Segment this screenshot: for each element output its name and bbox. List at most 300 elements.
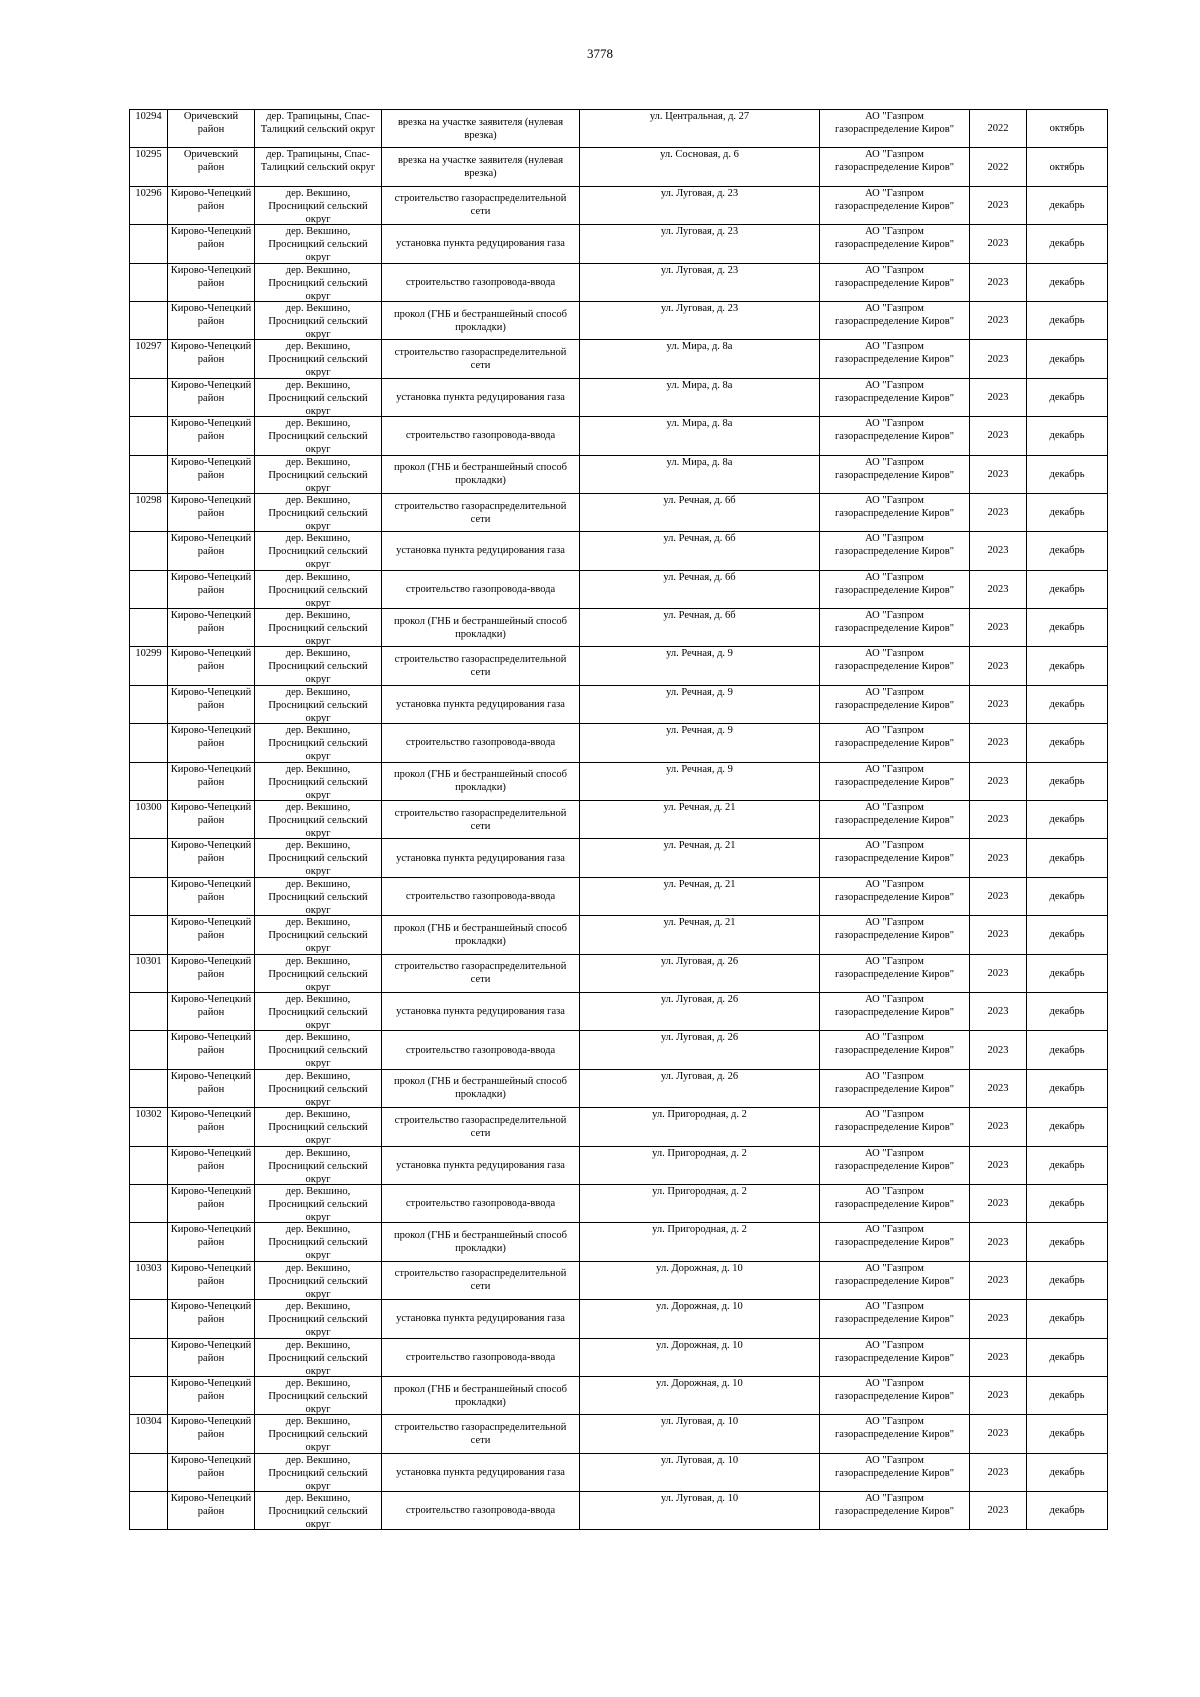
month-cell — [1027, 685, 1108, 723]
year-cell-text: 2023 — [987, 737, 1009, 749]
work-type-cell — [382, 110, 580, 148]
work-type-cell-text: строительство газопровода-ввода — [405, 276, 556, 288]
year-cell-text: 2023 — [987, 545, 1009, 557]
month-cell — [1027, 532, 1108, 570]
address-cell-text: ул. Мира, д. 8а — [666, 418, 733, 430]
settlement-cell-text: дер. Векшино, Просницкий сельский округ — [268, 878, 368, 915]
address-cell — [580, 916, 820, 954]
address-cell-text: ул. Речная, д. 21 — [663, 802, 736, 814]
district-cell — [168, 1453, 255, 1491]
year-cell — [970, 340, 1027, 378]
month-cell-text: октябрь — [1049, 123, 1085, 135]
address-cell — [580, 1223, 820, 1261]
district-cell-text: Кирово-Чепецкий район — [170, 1416, 252, 1441]
object-number-cell — [130, 1492, 168, 1530]
table-row — [130, 1031, 1108, 1069]
organization-cell — [820, 570, 970, 608]
year-cell — [970, 1261, 1027, 1299]
settlement-cell-text: дер. Векшино, Просницкий сельский округ — [268, 1147, 368, 1184]
year-cell — [970, 1108, 1027, 1146]
month-cell — [1027, 186, 1108, 224]
month-cell-text: декабрь — [1049, 891, 1085, 902]
work-type-cell — [382, 1492, 580, 1530]
organization-cell — [820, 801, 970, 839]
address-cell — [580, 992, 820, 1030]
organization-cell — [820, 148, 970, 186]
work-type-cell — [382, 417, 580, 455]
district-cell-text: Кирово-Чепецкий район — [170, 379, 252, 404]
year-cell — [970, 1300, 1027, 1338]
settlement-cell-text: дер. Векшино, Просницкий сельский округ — [268, 1224, 368, 1261]
year-cell-text: 2023 — [987, 1236, 1009, 1248]
year-cell-text: 2023 — [987, 967, 1009, 979]
organization-cell — [820, 1223, 970, 1261]
organization-cell — [820, 1108, 970, 1146]
work-type-cell-text: врезка на участке заявителя (нулевая врезка) — [397, 155, 564, 180]
year-cell-text: 2023 — [987, 199, 1009, 211]
organization-cell — [820, 186, 970, 224]
address-cell-text: ул. Луговая, д. 26 — [660, 1032, 739, 1044]
work-type-cell — [382, 186, 580, 224]
year-cell — [970, 1069, 1027, 1107]
work-type-cell-text: строительство газораспределительной сети — [394, 193, 567, 218]
month-cell — [1027, 1261, 1108, 1299]
month-cell-text: декабрь — [1049, 967, 1085, 979]
address-cell — [580, 1415, 820, 1453]
district-cell — [168, 1031, 255, 1069]
work-type-cell — [382, 301, 580, 339]
district-cell-text: Кирово-Чепецкий район — [170, 264, 252, 289]
district-cell — [168, 225, 255, 263]
district-cell — [168, 954, 255, 992]
district-cell-text: Кирово-Чепецкий район — [170, 1109, 252, 1134]
organization-cell — [820, 1146, 970, 1184]
address-cell — [580, 1376, 820, 1414]
month-cell-text: декабрь — [1049, 391, 1085, 403]
organization-cell — [820, 455, 970, 493]
work-type-cell — [382, 647, 580, 685]
work-type-cell — [382, 1453, 580, 1491]
address-cell-text: ул. Пригородная, д. 2 — [652, 1185, 747, 1197]
object-number-cell — [130, 148, 168, 186]
organization-cell-text: АО "Газпром газораспределение Киров" — [834, 1262, 955, 1287]
district-cell — [168, 417, 255, 455]
district-cell-text: Кирово-Чепецкий район — [170, 1493, 252, 1518]
settlement-cell-text: дер. Векшино, Просницкий сельский округ — [268, 456, 368, 493]
year-cell — [970, 186, 1027, 224]
work-type-cell — [382, 532, 580, 570]
work-type-cell — [382, 378, 580, 416]
month-cell-text: декабрь — [1049, 622, 1085, 634]
organization-cell-text: АО "Газпром газораспределение Киров" — [834, 533, 955, 558]
table-row — [130, 110, 1108, 148]
address-cell — [580, 378, 820, 416]
work-type-cell-text: строительство газораспределительной сети — [394, 654, 567, 679]
address-cell-text: ул. Луговая, д. 23 — [660, 302, 739, 314]
district-cell-text: Кирово-Чепецкий район — [170, 187, 252, 212]
year-cell — [970, 110, 1027, 148]
district-cell-text: Кирово-Чепецкий район — [170, 494, 252, 519]
year-cell — [970, 378, 1027, 416]
settlement-cell-text: дер. Векшино, Просницкий сельский округ — [268, 379, 368, 416]
month-cell-text: декабрь — [1049, 660, 1085, 672]
month-cell-text: декабрь — [1049, 852, 1085, 864]
month-cell — [1027, 301, 1108, 339]
district-cell-text: Кирово-Чепецкий район — [170, 917, 252, 942]
year-cell-text: 2023 — [987, 852, 1009, 864]
district-cell-text: Кирово-Чепецкий район — [170, 686, 252, 711]
district-cell — [168, 532, 255, 570]
table-row — [130, 1223, 1108, 1261]
organization-cell-text: АО "Газпром газораспределение Киров" — [834, 802, 955, 827]
settlement-cell-text: дер. Векшино, Просницкий сельский округ — [268, 686, 368, 723]
settlement-cell-text: дер. Векшино, Просницкий сельский округ — [268, 533, 368, 570]
settlement-cell — [255, 1261, 382, 1299]
district-cell — [168, 1108, 255, 1146]
month-cell-text: декабрь — [1049, 1121, 1085, 1133]
organization-cell-text: АО "Газпром газораспределение Киров" — [834, 648, 955, 673]
district-cell — [168, 1261, 255, 1299]
address-cell — [580, 1031, 820, 1069]
year-cell — [970, 801, 1027, 839]
work-type-cell-text: строительство газораспределительной сети — [394, 1114, 567, 1139]
work-type-cell-text: строительство газораспределительной сети — [394, 961, 567, 986]
table-row — [130, 493, 1108, 531]
month-cell-text: декабрь — [1049, 1274, 1085, 1286]
district-cell-text: Кирово-Чепецкий район — [170, 802, 252, 827]
object-number-cell — [130, 1338, 168, 1376]
work-type-cell — [382, 877, 580, 915]
object-number-cell — [130, 532, 168, 570]
settlement-cell-text: дер. Векшино, Просницкий сельский округ — [268, 341, 368, 378]
object-number-cell-text: 10304 — [135, 1416, 162, 1428]
year-cell — [970, 1376, 1027, 1414]
year-cell — [970, 1492, 1027, 1530]
work-type-cell-text: установка пункта редуцирования газа — [396, 1006, 565, 1018]
address-cell-text: ул. Речная, д. 21 — [663, 878, 736, 890]
organization-cell-text: АО "Газпром газораспределение Киров" — [834, 610, 955, 635]
district-cell — [168, 992, 255, 1030]
settlement-cell-text: дер. Векшино, Просницкий сельский округ — [268, 1416, 368, 1453]
year-cell — [970, 417, 1027, 455]
settlement-cell-text: дер. Векшино, Просницкий сельский округ — [268, 187, 368, 224]
settlement-cell-text: дер. Векшино, Просницкий сельский округ — [268, 955, 368, 992]
organization-cell — [820, 1376, 970, 1414]
organization-cell-text: АО "Газпром газораспределение Киров" — [834, 302, 955, 327]
address-cell-text: ул. Речная, д. 21 — [663, 917, 736, 929]
work-type-cell-text: строительство газопровода-ввода — [405, 737, 556, 749]
settlement-cell — [255, 877, 382, 915]
object-number-cell-text: 10297 — [135, 341, 162, 353]
work-type-cell-text: установка пункта редуцирования газа — [396, 391, 565, 403]
year-cell-text: 2023 — [987, 353, 1009, 365]
work-type-cell — [382, 762, 580, 800]
month-cell — [1027, 647, 1108, 685]
district-cell-text: Кирово-Чепецкий район — [170, 840, 252, 865]
month-cell — [1027, 570, 1108, 608]
organization-cell-text: АО "Газпром газораспределение Киров" — [834, 1224, 955, 1249]
settlement-cell — [255, 1031, 382, 1069]
organization-cell — [820, 1184, 970, 1222]
work-type-cell — [382, 493, 580, 531]
settlement-cell — [255, 916, 382, 954]
month-cell-text: декабрь — [1049, 775, 1085, 787]
address-cell-text: ул. Пригородная, д. 2 — [652, 1109, 747, 1121]
year-cell — [970, 493, 1027, 531]
address-cell-text: ул. Луговая, д. 23 — [660, 187, 739, 199]
work-type-cell-text: строительство газопровода-ввода — [405, 583, 556, 595]
organization-cell — [820, 1492, 970, 1530]
organization-cell — [820, 110, 970, 148]
year-cell-text: 2023 — [987, 660, 1009, 672]
table-row — [130, 225, 1108, 263]
year-cell-text: 2023 — [987, 1274, 1009, 1286]
district-cell — [168, 1492, 255, 1530]
work-type-cell — [382, 954, 580, 992]
address-cell — [580, 570, 820, 608]
object-number-cell — [130, 801, 168, 839]
organization-cell-text: АО "Газпром газораспределение Киров" — [834, 917, 955, 942]
object-number-cell — [130, 301, 168, 339]
work-type-cell-text: врезка на участке заявителя (нулевая врезка) — [397, 116, 564, 141]
organization-cell-text: АО "Газпром газораспределение Киров" — [834, 955, 955, 980]
address-cell-text: ул. Пригородная, д. 2 — [652, 1224, 747, 1236]
settlement-cell — [255, 685, 382, 723]
settlement-cell-text: дер. Векшино, Просницкий сельский округ — [268, 1377, 368, 1414]
settlement-cell — [255, 1146, 382, 1184]
address-cell — [580, 762, 820, 800]
month-cell-text: декабрь — [1049, 468, 1085, 480]
work-type-cell-text: строительство газопровода-ввода — [405, 1505, 556, 1517]
object-number-cell — [130, 1223, 168, 1261]
district-cell-text: Кирово-Чепецкий район — [170, 1377, 252, 1402]
table-row — [130, 954, 1108, 992]
month-cell — [1027, 263, 1108, 301]
table-row — [130, 378, 1108, 416]
address-cell — [580, 1338, 820, 1376]
month-cell — [1027, 609, 1108, 647]
work-type-cell-text: установка пункта редуцирования газа — [396, 1313, 565, 1325]
month-cell-text: октябрь — [1049, 161, 1085, 173]
month-cell-text: декабрь — [1049, 1159, 1085, 1171]
year-cell — [970, 992, 1027, 1030]
settlement-cell — [255, 839, 382, 877]
address-cell-text: ул. Речная, д. 6б — [663, 571, 736, 583]
address-cell — [580, 417, 820, 455]
work-type-cell-text: строительство газораспределительной сети — [394, 347, 567, 372]
organization-cell — [820, 916, 970, 954]
month-cell — [1027, 148, 1108, 186]
organization-cell-text: АО "Газпром газораспределение Киров" — [834, 494, 955, 519]
month-cell — [1027, 1069, 1108, 1107]
month-cell — [1027, 1415, 1108, 1453]
table-row — [130, 724, 1108, 762]
month-cell-text: декабрь — [1049, 1390, 1085, 1402]
month-cell-text: декабрь — [1049, 1082, 1085, 1094]
work-type-cell — [382, 1146, 580, 1184]
table-row — [130, 801, 1108, 839]
year-cell-text: 2023 — [987, 814, 1009, 826]
settlement-cell-text: дер. Векшино, Просницкий сельский округ — [268, 802, 368, 839]
table-row — [130, 263, 1108, 301]
table-row — [130, 570, 1108, 608]
work-type-cell — [382, 1376, 580, 1414]
work-type-cell-text: строительство газораспределительной сети — [394, 1268, 567, 1293]
work-type-cell — [382, 263, 580, 301]
district-cell-text: Кирово-Чепецкий район — [170, 763, 252, 788]
organization-cell — [820, 1453, 970, 1491]
address-cell-text: ул. Мира, д. 8а — [666, 379, 733, 391]
organization-cell — [820, 762, 970, 800]
district-cell — [168, 647, 255, 685]
address-cell — [580, 1300, 820, 1338]
settlement-cell-text: дер. Векшино, Просницкий сельский округ — [268, 1070, 368, 1107]
object-number-cell — [130, 1415, 168, 1453]
organization-cell-text: АО "Газпром газораспределение Киров" — [834, 1032, 955, 1057]
organization-cell-text: АО "Газпром газораспределение Киров" — [834, 456, 955, 481]
district-cell — [168, 685, 255, 723]
settlement-cell-text: дер. Векшино, Просницкий сельский округ — [268, 917, 368, 954]
settlement-cell — [255, 609, 382, 647]
table-row — [130, 1376, 1108, 1414]
settlement-cell — [255, 1492, 382, 1530]
district-cell — [168, 186, 255, 224]
settlement-cell-text: дер. Векшино, Просницкий сельский округ — [268, 1262, 368, 1299]
settlement-cell — [255, 148, 382, 186]
settlement-cell — [255, 801, 382, 839]
organization-cell — [820, 340, 970, 378]
object-number-cell — [130, 378, 168, 416]
address-cell — [580, 954, 820, 992]
settlement-cell-text: дер. Векшино, Просницкий сельский округ — [268, 1032, 368, 1069]
year-cell-text: 2023 — [987, 238, 1009, 250]
object-number-cell — [130, 225, 168, 263]
table-row — [130, 916, 1108, 954]
address-cell — [580, 609, 820, 647]
month-cell-text: декабрь — [1049, 929, 1085, 941]
work-type-cell-text: прокол (ГНБ и бестраншейный способ прокладки) — [393, 769, 568, 794]
settlement-cell — [255, 110, 382, 148]
settlement-cell — [255, 225, 382, 263]
settlement-cell — [255, 1338, 382, 1376]
month-cell — [1027, 378, 1108, 416]
organization-cell — [820, 1300, 970, 1338]
year-cell — [970, 225, 1027, 263]
settlement-cell-text: дер. Векшино, Просницкий сельский округ — [268, 1301, 368, 1338]
settlement-cell — [255, 647, 382, 685]
district-cell — [168, 1184, 255, 1222]
district-cell — [168, 1146, 255, 1184]
table-row — [130, 1146, 1108, 1184]
settlement-cell-text: дер. Векшино, Просницкий сельский округ — [268, 610, 368, 647]
organization-cell — [820, 378, 970, 416]
object-number-cell-text: 10303 — [135, 1262, 162, 1274]
object-number-cell — [130, 762, 168, 800]
settlement-cell — [255, 455, 382, 493]
address-cell — [580, 455, 820, 493]
settlement-cell-text: дер. Векшино, Просницкий сельский округ — [268, 1185, 368, 1222]
object-number-cell-text: 10294 — [135, 111, 162, 122]
month-cell-text: декабрь — [1049, 699, 1085, 711]
object-number-cell-text: 10301 — [135, 955, 162, 967]
object-number-cell-text: 10300 — [135, 802, 162, 814]
settlement-cell-text: дер. Векшино, Просницкий сельский округ — [268, 418, 368, 455]
organization-cell-text: АО "Газпром газораспределение Киров" — [834, 763, 955, 788]
settlement-cell — [255, 1376, 382, 1414]
settlement-cell — [255, 493, 382, 531]
year-cell — [970, 685, 1027, 723]
address-cell — [580, 110, 820, 148]
district-cell-text: Кирово-Чепецкий район — [170, 456, 252, 481]
table-row — [130, 762, 1108, 800]
year-cell-text: 2023 — [987, 1428, 1009, 1440]
year-cell — [970, 1415, 1027, 1453]
address-cell-text: ул. Луговая, д. 10 — [660, 1416, 739, 1428]
address-cell-text: ул. Луговая, д. 26 — [660, 993, 739, 1005]
year-cell-text: 2023 — [987, 1159, 1009, 1171]
work-type-cell — [382, 1031, 580, 1069]
object-number-cell-text: 10299 — [135, 648, 162, 660]
organization-cell-text: АО "Газпром газораспределение Киров" — [834, 379, 955, 404]
month-cell-text: декабрь — [1049, 507, 1085, 519]
settlement-cell-text: дер. Векшино, Просницкий сельский округ — [268, 648, 368, 685]
month-cell — [1027, 877, 1108, 915]
table-row — [130, 839, 1108, 877]
address-cell — [580, 532, 820, 570]
year-cell — [970, 762, 1027, 800]
month-cell — [1027, 1338, 1108, 1376]
settlement-cell-text: дер. Векшино, Просницкий сельский округ — [268, 571, 368, 608]
district-cell — [168, 839, 255, 877]
year-cell — [970, 1184, 1027, 1222]
settlement-cell — [255, 762, 382, 800]
settlement-cell — [255, 992, 382, 1030]
settlement-cell-text: дер. Векшино, Просницкий сельский округ — [268, 1109, 368, 1146]
organization-cell — [820, 1415, 970, 1453]
month-cell — [1027, 225, 1108, 263]
month-cell — [1027, 1031, 1108, 1069]
year-cell-text: 2023 — [987, 507, 1009, 519]
settlement-cell-text: дер. Векшино, Просницкий сельский округ — [268, 226, 368, 263]
table-row — [130, 1300, 1108, 1338]
object-number-cell — [130, 1261, 168, 1299]
year-cell-text: 2023 — [987, 276, 1009, 288]
year-cell-text: 2023 — [987, 315, 1009, 327]
settlement-cell — [255, 954, 382, 992]
month-cell-text: декабрь — [1049, 737, 1085, 749]
organization-cell-text: АО "Газпром газораспределение Киров" — [834, 1377, 955, 1402]
district-cell — [168, 877, 255, 915]
month-cell-text: декабрь — [1049, 199, 1085, 211]
object-number-cell — [130, 877, 168, 915]
table-row — [130, 992, 1108, 1030]
month-cell — [1027, 110, 1108, 148]
year-cell — [970, 839, 1027, 877]
organization-cell-text: АО "Газпром газораспределение Киров" — [834, 111, 955, 135]
year-cell-text: 2023 — [987, 1390, 1009, 1402]
district-cell — [168, 455, 255, 493]
district-cell — [168, 762, 255, 800]
year-cell-text: 2023 — [987, 699, 1009, 711]
object-number-cell — [130, 1108, 168, 1146]
address-cell — [580, 186, 820, 224]
address-cell — [580, 877, 820, 915]
month-cell — [1027, 762, 1108, 800]
month-cell-text: декабрь — [1049, 583, 1085, 595]
address-cell — [580, 493, 820, 531]
object-number-cell-text: 10295 — [135, 149, 162, 161]
settlement-cell-text: дер. Векшино, Просницкий сельский округ — [268, 264, 368, 301]
